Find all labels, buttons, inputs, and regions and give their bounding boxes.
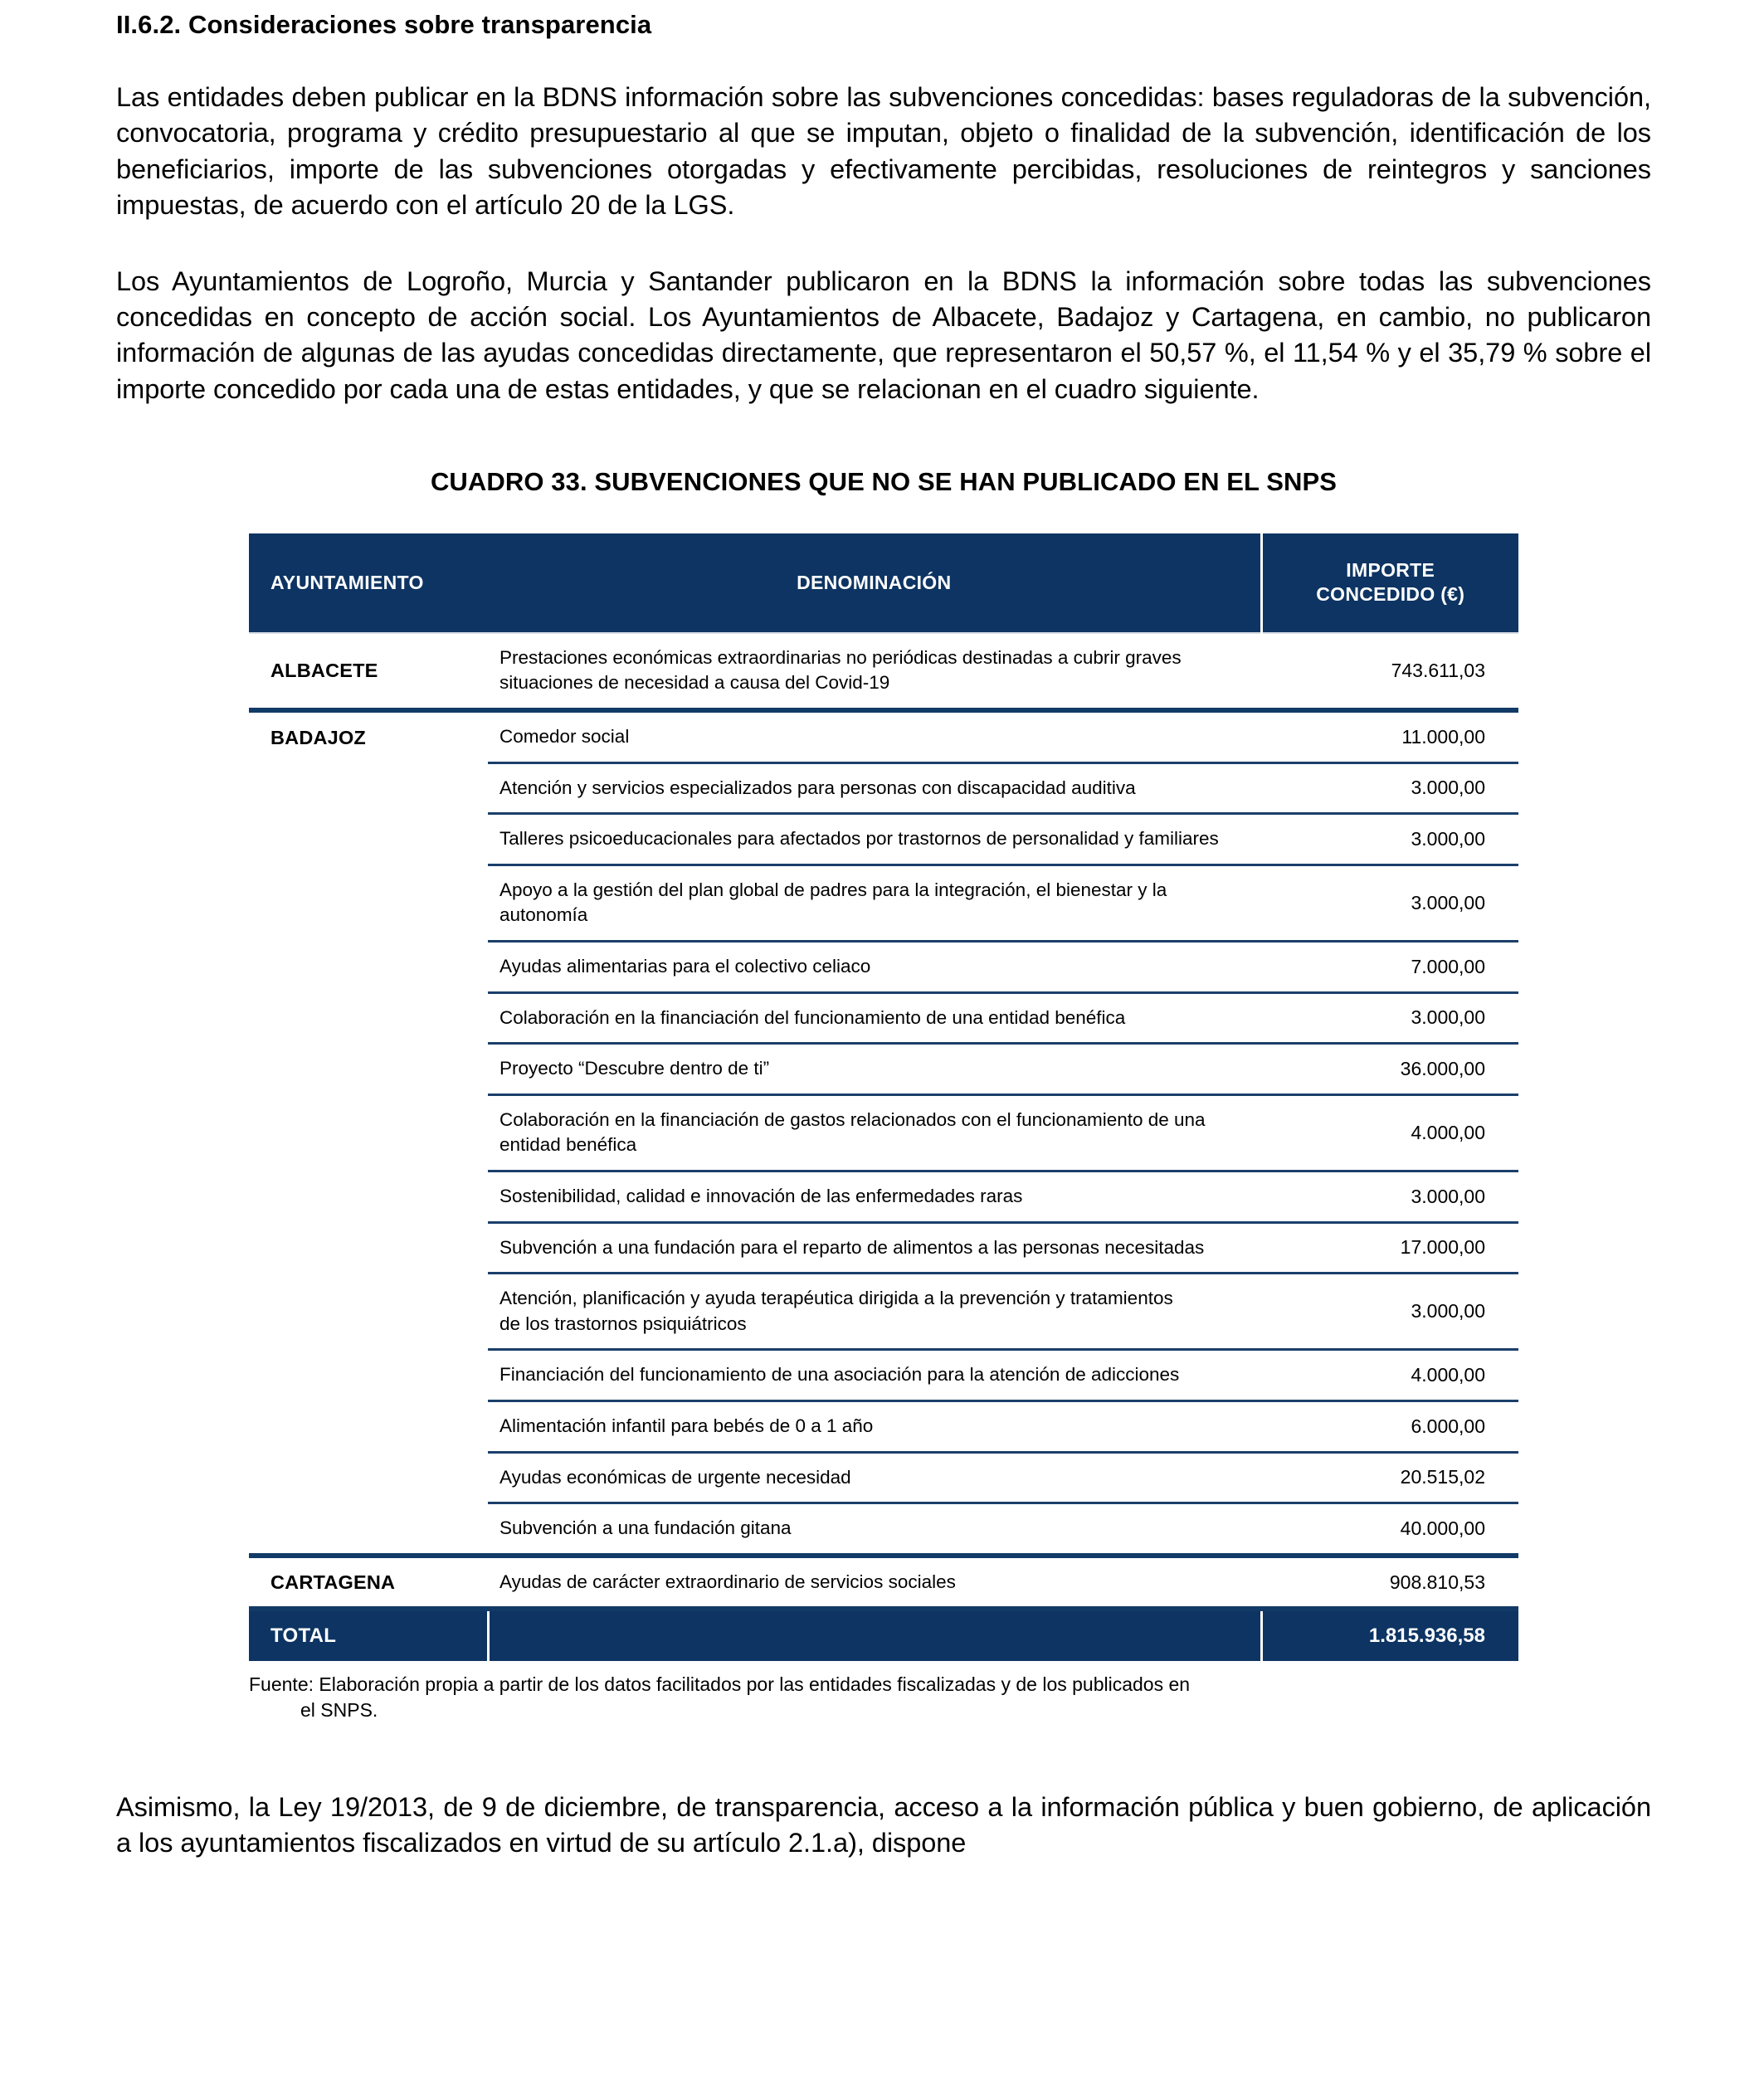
cell-importe: 4.000,00 bbox=[1261, 1094, 1518, 1171]
table-row bbox=[249, 1044, 1518, 1095]
table-total-row bbox=[249, 1609, 1518, 1661]
cell-importe: 11.000,00 bbox=[1261, 710, 1518, 762]
spacer bbox=[116, 40, 1651, 80]
total-label: TOTAL bbox=[249, 1609, 488, 1661]
cell-ayuntamiento bbox=[249, 942, 488, 993]
cell-ayuntamiento bbox=[249, 1350, 488, 1401]
table-row bbox=[249, 710, 1518, 762]
total-importe: 1.815.936,58 bbox=[1261, 1609, 1518, 1661]
cell-importe: 4.000,00 bbox=[1261, 1350, 1518, 1401]
spacer bbox=[116, 224, 1651, 264]
cell-importe: 17.000,00 bbox=[1261, 1222, 1518, 1274]
table-row bbox=[249, 1400, 1518, 1452]
cell-ayuntamiento bbox=[249, 1171, 488, 1223]
cell-denominacion: Ayudas alimentarias para el colectivo celiaco bbox=[488, 942, 1261, 993]
cell-ayuntamiento bbox=[249, 1044, 488, 1095]
column-header-importe-line1: IMPORTE bbox=[1346, 559, 1435, 581]
column-header-denominacion: DENOMINACIÓN bbox=[488, 533, 1261, 633]
cell-denominacion: Subvención a una fundación para el reparto de alimentos a las personas necesitadas bbox=[488, 1222, 1261, 1274]
table-row bbox=[249, 1350, 1518, 1401]
cell-denominacion: Colaboración en la financiación del funcionamiento de una entidad benéfica bbox=[488, 992, 1261, 1044]
cell-denominacion: Prestaciones económicas extraordinarias no periódicas destinadas a cubrir graves situaciones de necesidad a causa del Covid-19 bbox=[488, 633, 1261, 710]
column-header-importe-line2: CONCEDIDO (€) bbox=[1316, 583, 1465, 606]
cell-denominacion: Subvención a una fundación gitana bbox=[488, 1503, 1261, 1556]
table-row bbox=[249, 1222, 1518, 1274]
cell-denominacion: Alimentación infantil para bebés de 0 a 1 año bbox=[488, 1400, 1261, 1452]
cell-importe: 3.000,00 bbox=[1261, 1274, 1518, 1350]
cell-ayuntamiento bbox=[249, 992, 488, 1044]
column-header-importe bbox=[1261, 533, 1518, 633]
cell-denominacion: Talleres psicoeducacionales para afectados por trastornos de personalidad y familiares bbox=[488, 814, 1261, 865]
cell-denominacion: Financiación del funcionamiento de una asociación para la atención de adicciones bbox=[488, 1350, 1261, 1401]
table-row bbox=[249, 865, 1518, 941]
cell-denominacion: Atención, planificación y ayuda terapéutica dirigida a la prevención y tratamientos de los trastornos psiquiátricos bbox=[488, 1274, 1261, 1350]
table-row bbox=[249, 992, 1518, 1044]
total-denominacion bbox=[488, 1609, 1261, 1661]
paragraph-transparencia-2: Los Ayuntamientos de Logroño, Murcia y Santander publicaron en la BDNS la información sobre todas las subvenciones concedidas en concepto de acción social. Los Ayuntamientos de Albacete, Badajoz y Cartagena, en cambio, no publicaron información de algunas de las ayudas concedidas directamente, que representaron el 50,57 %, el 11,54 % y el 35,79 % sobre el importe concedido por cada una de estas entidades, y que se relacionan en el cuadro siguiente. bbox=[116, 265, 1651, 404]
table-row bbox=[249, 762, 1518, 814]
cell-importe: 20.515,02 bbox=[1261, 1452, 1518, 1503]
cell-denominacion: Apoyo a la gestión del plan global de padres para la integración, el bienestar y la autonomía bbox=[488, 865, 1261, 941]
cell-denominacion: Atención y servicios especializados para personas con discapacidad auditiva bbox=[488, 762, 1261, 814]
cell-importe: 3.000,00 bbox=[1261, 992, 1518, 1044]
cell-ayuntamiento bbox=[249, 814, 488, 865]
cell-denominacion: Comedor social bbox=[488, 710, 1261, 762]
cell-denominacion: Sostenibilidad, calidad e innovación de las enfermedades raras bbox=[488, 1171, 1261, 1223]
cell-importe: 6.000,00 bbox=[1261, 1400, 1518, 1452]
cell-ayuntamiento bbox=[249, 1503, 488, 1556]
table-row bbox=[249, 1452, 1518, 1503]
cell-importe: 3.000,00 bbox=[1261, 762, 1518, 814]
table-container bbox=[249, 533, 1518, 1661]
cell-ayuntamiento bbox=[249, 762, 488, 814]
cell-importe: 7.000,00 bbox=[1261, 942, 1518, 993]
cell-importe: 40.000,00 bbox=[1261, 1503, 1518, 1556]
cell-ayuntamiento: CARTAGENA bbox=[249, 1556, 488, 1610]
cell-ayuntamiento bbox=[249, 1274, 488, 1350]
cell-ayuntamiento bbox=[249, 1452, 488, 1503]
table-row bbox=[249, 633, 1518, 710]
table-row bbox=[249, 1556, 1518, 1610]
table-source-note bbox=[249, 1661, 1518, 1722]
cell-importe: 36.000,00 bbox=[1261, 1044, 1518, 1095]
paragraph-transparencia-3: Asimismo, la Ley 19/2013, de 9 de diciembre, de transparencia, acceso a la información pública y buen gobierno, de aplicación a los ayuntamientos fiscalizados en virtud de su artículo 2.1.a), dispone bbox=[116, 1791, 1651, 1858]
source-line-2: el SNPS. bbox=[300, 1698, 378, 1721]
table-row bbox=[249, 1503, 1518, 1556]
cell-importe: 3.000,00 bbox=[1261, 814, 1518, 865]
cell-denominacion: Ayudas económicas de urgente necesidad bbox=[488, 1452, 1261, 1503]
cell-ayuntamiento bbox=[249, 1400, 488, 1452]
cell-importe: 743.611,03 bbox=[1261, 633, 1518, 710]
table-row bbox=[249, 1171, 1518, 1223]
table-row bbox=[249, 942, 1518, 993]
cell-ayuntamiento bbox=[249, 865, 488, 941]
page-title: II.6.2. Consideraciones sobre transparencia bbox=[116, 10, 652, 39]
cell-ayuntamiento bbox=[249, 1094, 488, 1171]
cell-importe: 908.810,53 bbox=[1261, 1556, 1518, 1610]
table-row bbox=[249, 814, 1518, 865]
cell-ayuntamiento bbox=[249, 1222, 488, 1274]
cell-denominacion: Colaboración en la financiación de gastos relacionados con el funcionamiento de una entidad benéfica bbox=[488, 1094, 1261, 1171]
table-caption: CUADRO 33. SUBVENCIONES QUE NO SE HAN PUBLICADO EN EL SNPS bbox=[430, 467, 1338, 496]
table-row bbox=[249, 1094, 1518, 1171]
table-header-row bbox=[249, 533, 1518, 633]
cell-denominacion: Proyecto “Descubre dentro de ti” bbox=[488, 1044, 1261, 1095]
cell-ayuntamiento: BADAJOZ bbox=[270, 726, 366, 748]
subvenciones-table bbox=[249, 533, 1518, 1661]
cell-ayuntamiento: ALBACETE bbox=[249, 633, 488, 710]
source-line-1: Fuente: Elaboración propia a partir de los datos facilitados por las entidades fiscalizadas y de los publicados en bbox=[249, 1673, 1191, 1696]
cell-denominacion: Ayudas de carácter extraordinario de servicios sociales bbox=[488, 1556, 1261, 1610]
paragraph-transparencia-1: Las entidades deben publicar en la BDNS información sobre las subvenciones concedidas: bases reguladoras de la subvención, convocatoria, programa y crédito presupuestario al que se imputan, objeto o finalidad de la subvención, identificación de los beneficiarios, importe de las subvenciones otorgadas y efectivamente percibidas, resoluciones de reintegros y sanciones impuestas, de acuerdo con el artículo 20 de la LGS. bbox=[116, 82, 1651, 221]
cell-importe: 3.000,00 bbox=[1261, 1171, 1518, 1223]
column-header-ayuntamiento: AYUNTAMIENTO bbox=[249, 533, 488, 633]
table-body bbox=[249, 633, 1518, 1661]
table-header bbox=[249, 533, 1518, 633]
table-row bbox=[249, 1274, 1518, 1350]
cell-importe: 3.000,00 bbox=[1261, 865, 1518, 941]
